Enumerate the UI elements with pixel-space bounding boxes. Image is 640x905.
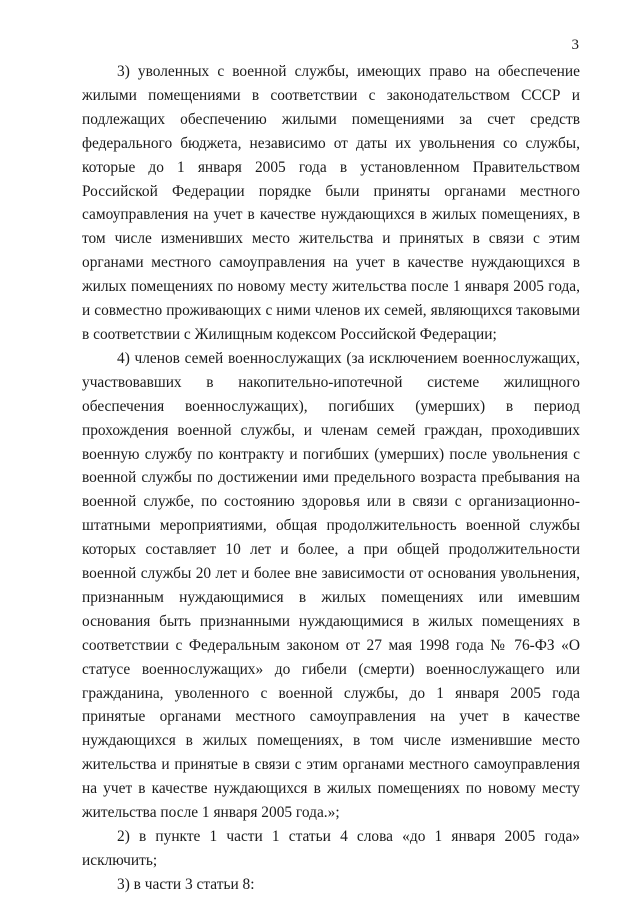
page-number: 3 xyxy=(571,37,579,53)
document-body xyxy=(82,60,580,897)
paragraph-item-3-dismissed-servicemen: 3) уволенных с военной службы, имеющих право на обеспечение жилыми помещениями в соответствии с законодательством СССР и подлежащих обеспечению жилыми помещениями за счет средств федерального бюджета, независимо от даты их увольнения со службы, которые до 1 января 2005 года в установленном Правительством Российской Федерации порядке были приняты органами местного самоуправления на учет в качестве нуждающихся в жилых помещениях, в том числе изменивших место жительства и принятых в связи с этим органами местного самоуправления на учет в качестве нуждающихся в жилых помещениях по новому месту жительства после 1 января 2005 года, и совместно проживающих с ними членов их семей, являющихся таковыми в соответствии с Жилищным кодексом Российской Федерации; xyxy=(82,63,580,343)
paragraph-amendment-article-8: 3) в части 3 статьи 8: xyxy=(117,875,255,893)
paragraph-amendment-article-4: 2) в пункте 1 части 1 статьи 4 слова «до 1 января 2005 года» исключить; xyxy=(82,828,580,869)
paragraph-item-4-family-members: 4) членов семей военнослужащих (за исключением военнослужащих, участвовавших в накопительно-ипотечной системе жилищного обеспечения военнослужащих), погибших (умерших) в период прохождения военной службы, и членам семей граждан, проходивших военную службу по контракту и погибших (умерших) после увольнения с военной службы по достижении ими предельного возраста пребывания на военной службе, по состоянию здоровья или в связи с организационно-штатными мероприятиями, общая продолжительность военной службы которых составляет 10 лет и более, а при общей продолжительности военной службы 20 лет и более вне зависимости от основания увольнения, признанным нуждающимися в жилых помещениях или имевшим основания быть признанными нуждающимися в жилых помещениях в соответствии с Федеральным законом от 27 мая 1998 года № 76-ФЗ «О статусе военнослужащих» до гибели (смерти) военнослужащего или гражданина, уволенного с военной службы, до 1 января 2005 года принятые органами местного самоуправления на учет в качестве нуждающихся в жилых помещениях, в том числе изменившие место жительства и принятые в связи с этим органами местного самоуправления на учет в качестве нуждающихся в жилых помещениях по новому месту жительства после 1 января 2005 года.»; xyxy=(82,349,580,822)
